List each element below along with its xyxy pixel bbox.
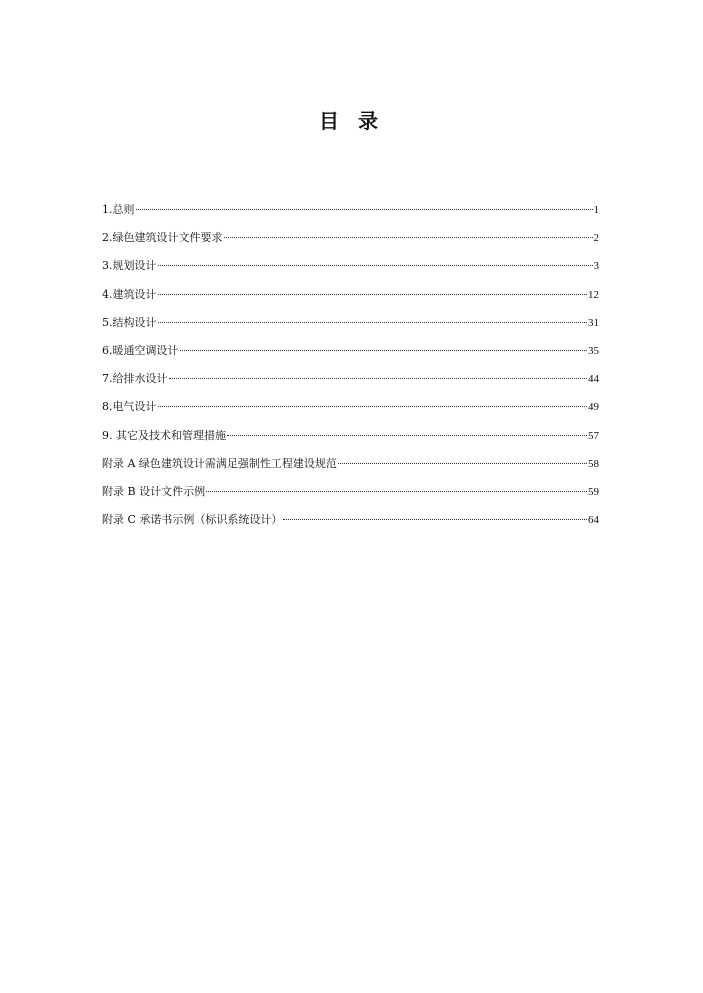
toc-entry-architectural-design[interactable]: [102, 287, 599, 315]
toc-page-number: 35: [588, 344, 599, 357]
toc-entry-plumbing-design[interactable]: [102, 371, 599, 399]
toc-entry-other-measures[interactable]: [102, 428, 599, 456]
toc-page-number: 59: [588, 485, 599, 498]
dot-leader: [180, 350, 588, 351]
toc-entry-appendix-a[interactable]: [102, 456, 599, 484]
toc-entry-title: 4.建筑设计: [102, 287, 157, 301]
toc-page-number: 3: [593, 260, 599, 273]
toc-entry-design-document-requirements[interactable]: [102, 230, 599, 258]
toc-page-number: 31: [588, 316, 599, 329]
dot-leader: [158, 322, 588, 323]
toc-entry-title: 附录 A 绿色建筑设计需满足强制性工程建设规范: [102, 456, 337, 470]
dot-leader: [283, 519, 587, 520]
dot-leader: [169, 378, 588, 379]
toc-entry-electrical-design[interactable]: [102, 399, 599, 427]
dot-leader: [158, 294, 588, 295]
toc-entry-title: 附录 C 承诺书示例（标识系统设计）: [102, 513, 283, 527]
toc-entry-appendix-c[interactable]: [102, 512, 599, 540]
toc-page-number: 49: [588, 401, 599, 414]
toc-page-number: 1: [593, 204, 599, 216]
page-title: 目 录: [319, 109, 384, 133]
toc-entry-title: 1.总则: [102, 203, 135, 216]
toc-page-number: 44: [588, 373, 599, 386]
toc-entry-title: 6.暖通空调设计: [102, 343, 179, 357]
toc-page-number: 58: [588, 457, 599, 470]
toc-page-number: 64: [588, 514, 599, 527]
toc-entry-title: 9. 其它及技术和管理措施: [102, 428, 226, 442]
toc-entry-title: 5.结构设计: [102, 315, 157, 329]
dot-leader: [224, 237, 593, 238]
toc-entry-appendix-b[interactable]: [102, 484, 599, 512]
toc-page-number: 2: [593, 232, 599, 245]
toc-entry-title: 3.规划设计: [102, 259, 157, 273]
toc-entry-title: 8.电气设计: [102, 400, 157, 414]
dot-leader: [227, 435, 587, 436]
toc-page-number: 57: [588, 429, 599, 442]
toc-entry-structural-design[interactable]: [102, 315, 599, 343]
toc-entry-title: 2.绿色建筑设计文件要求: [102, 231, 223, 245]
toc-entry-hvac-design[interactable]: [102, 343, 599, 371]
toc-entry-title: 附录 B 设计文件示例: [102, 484, 206, 498]
toc-entry-planning-design[interactable]: [102, 258, 599, 286]
dot-leader: [158, 265, 593, 266]
toc-entry-general-principles[interactable]: [102, 202, 599, 230]
dot-leader: [136, 209, 593, 210]
dot-leader: [158, 406, 588, 407]
table-of-contents: [102, 202, 599, 540]
dot-leader: [206, 491, 587, 492]
dot-leader: [338, 463, 587, 464]
toc-entry-title: 7.给排水设计: [102, 372, 168, 386]
toc-page-number: 12: [588, 288, 599, 301]
